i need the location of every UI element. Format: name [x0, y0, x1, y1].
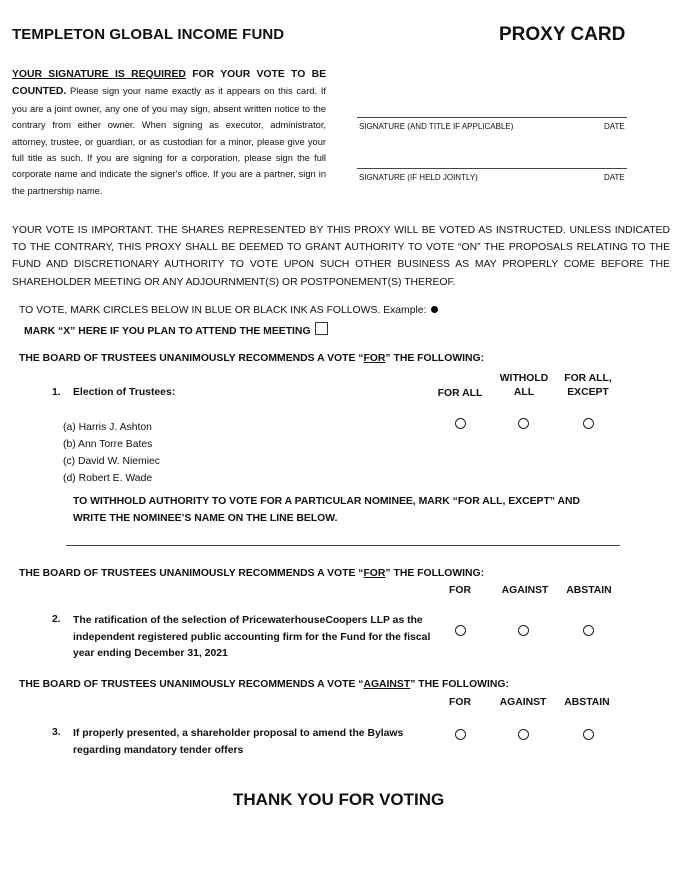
col-against: AGAINST: [499, 697, 547, 708]
vote-instructions: TO VOTE, MARK CIRCLES BELOW IN BLUE OR BLACK INK AS FOLLOWS. Example:: [19, 305, 438, 316]
section1-recommendation: THE BOARD OF TRUSTEES UNANIMOUSLY RECOMMENDS A VOTE “FOR” THE FOLLOWING:: [19, 353, 485, 364]
nominee-c: (c) David W. Niemiec: [63, 456, 160, 467]
thank-you-message: THANK YOU FOR VOTING: [233, 790, 445, 809]
signature-line-1[interactable]: [357, 117, 627, 118]
attend-meeting-checkbox[interactable]: [315, 322, 328, 335]
section2-recommendation: THE BOARD OF TRUSTEES UNANIMOUSLY RECOMMENDS A VOTE “FOR” THE FOLLOWING:: [19, 568, 485, 579]
vote-circle-for-all-except[interactable]: [583, 418, 594, 429]
col-abstain: ABSTAIN: [564, 697, 610, 708]
vote-circle-item2-against[interactable]: [518, 625, 529, 636]
signature-instructions: [12, 66, 326, 199]
nominee-d: (d) Robert E. Wade: [63, 473, 153, 484]
vote-circle-item3-abstain[interactable]: [583, 729, 594, 740]
vote-circle-withold-all[interactable]: [518, 418, 529, 429]
signature-instructions-text: Please sign your name exactly as it appears on this card. If you are a joint owner, any one of you may sign, absent written notice to the contrary from either owner. When signing as executor, administrator, attorney, trustee, or guardian, or as custodian for a minor, please give your full title as such. If you are signing for a corporation, please sign the full corporate name and indicate the signer's office. If you are a partner, sign in the partnership name.: [12, 86, 326, 196]
nominee-write-in-line[interactable]: [66, 545, 620, 546]
col-withold-all: WITHOLD ALL: [499, 373, 549, 398]
item2-text: The ratification of the selection of PricewaterhouseCoopers LLP as the independent registered public accounting firm for the Fund for the fiscal year ending December 31, 2021: [73, 615, 431, 659]
filled-circle-example-icon: [431, 306, 438, 313]
item1-number: 1.: [52, 387, 61, 398]
date-label-1: DATE: [604, 122, 625, 131]
card-title: PROXY CARD: [499, 24, 626, 45]
col-against: AGAINST: [501, 585, 549, 596]
nominee-a: (a) Harris J. Ashton: [63, 422, 152, 433]
vote-circle-for-all[interactable]: [455, 418, 466, 429]
item1-title: Election of Trustees:: [73, 387, 176, 398]
vote-circle-item3-for[interactable]: [455, 729, 466, 740]
date-label-2: DATE: [604, 173, 625, 182]
col-for-all: FOR ALL: [437, 388, 483, 399]
item3-number: 3.: [52, 727, 61, 738]
item3-text: If properly presented, a shareholder proposal to amend the Bylaws regarding mandatory tender offers: [73, 728, 404, 756]
item2-number: 2.: [52, 614, 61, 625]
signature-required-notice: YOUR SIGNATURE IS REQUIRED FOR YOUR VOTE TO BE COUNTED.: [12, 69, 327, 98]
signature-label-2: SIGNATURE (IF HELD JOINTLY): [359, 173, 478, 182]
important-notice: YOUR VOTE IS IMPORTANT. THE SHARES REPRESENTED BY THIS PROXY WILL BE VOTED AS INSTRUCTED. UNLESS INDICATED TO THE CONTRARY, THIS PROXY SHALL BE DEEMED TO GRANT AUTHORITY TO VOTE “ON” THE PROPOSALS RELATING TO THE FUND AND DISCRETIONARY AUTHORITY TO VOTE UPON SUCH OTHER BUSINESS AS MAY PROPERLY COME BEFORE THE SHAREHOLDER MEETING OR ANY ADJOURNMENT(S) OR POSTPONEMENT(S) THEREOF.: [12, 225, 670, 288]
col-for: FOR: [449, 697, 471, 708]
withhold-instruction: TO WITHHOLD AUTHORITY TO VOTE FOR A PARTICULAR NOMINEE, MARK “FOR ALL, EXCEPT” AND WRITE THE NOMINEE’S NAME ON THE LINE BELOW.: [73, 496, 581, 524]
signature-line-2[interactable]: [357, 168, 627, 169]
fund-name: TEMPLETON GLOBAL INCOME FUND: [12, 26, 285, 43]
vote-circle-item3-against[interactable]: [518, 729, 529, 740]
col-abstain: ABSTAIN: [566, 585, 612, 596]
signature-label-1: SIGNATURE (AND TITLE IF APPLICABLE): [359, 122, 514, 131]
vote-circle-item2-abstain[interactable]: [583, 625, 594, 636]
col-for-all-except: FOR ALL, EXCEPT: [564, 373, 612, 398]
nominee-b: (b) Ann Torre Bates: [63, 439, 153, 450]
col-for: FOR: [449, 585, 471, 596]
vote-circle-item2-for[interactable]: [455, 625, 466, 636]
attend-meeting: MARK “X” HERE IF YOU PLAN TO ATTEND THE MEETING: [24, 322, 328, 337]
section3-recommendation: THE BOARD OF TRUSTEES UNANIMOUSLY RECOMMENDS A VOTE “AGAINST” THE FOLLOWING:: [19, 679, 509, 690]
